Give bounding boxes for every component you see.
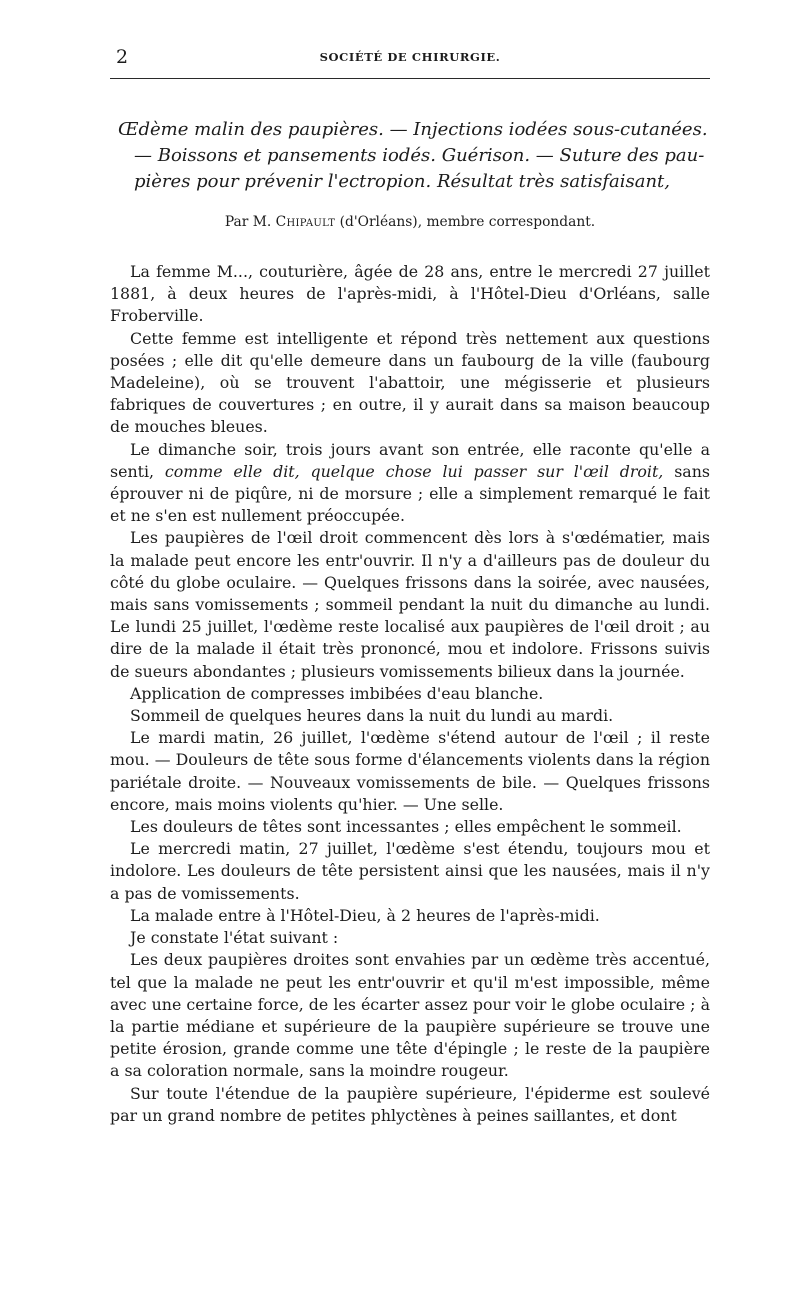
- paragraph: Cette femme est intelligente et répond très nettement aux questions posées ; elle dit qu'elle demeure dans un faubourg de la ville (faubourg Madeleine), où se trouvent l'abattoir, une mégisserie et plusieurs fabriques de couvertures ; en outre, il y aurait dans sa maison beaucoup de mouches bleues.: [110, 328, 710, 437]
- paragraph: Les douleurs de têtes sont incessantes ; elles empêchent le sommeil.: [130, 817, 682, 837]
- body-text: [110, 261, 710, 1127]
- journal-name: SOCIÉTÉ DE CHIRURGIE.: [319, 50, 501, 64]
- paragraph-text: sans éprouver ni de piqûre, ni de morsure ; elle a simplement remarqué le fait et ne s'en est nullement préoccupée.: [110, 461, 710, 526]
- author-name: Chipault: [275, 214, 336, 230]
- paragraph: Les paupières de l'œil droit commencent dès lors à s'œdématier, mais la malade peut encore les entr'ouvrir. Il n'y a d'ailleurs pas de douleur du côté du globe oculaire. — Quelques frissons dans la soirée, avec nausées, mais sans vomissements ; sommeil pendant la nuit du dimanche au lundi. Le lundi 25 juillet, l'œdème reste localisé aux paupières de l'œil droit ; au dire de la malade il était très prononcé, mou et indolore. Frissons suivis de sueurs abondantes ; plusieurs vomissements bilieux dans la journée.: [110, 528, 710, 681]
- title-line-1: Œdème malin des paupières. — Injections iodées sous-cutanées.: [118, 119, 708, 140]
- header-rule: [110, 78, 710, 79]
- paragraph: Le mardi matin, 26 juillet, l'œdème s'étend autour de l'œil ; il reste mou. — Douleurs de tête sous forme d'élancements violents dans la région pariétale droite. — Nouveaux vomissements de bile. — Quelques frissons encore, mais moins violents qu'hier. — Une selle.: [110, 728, 710, 814]
- paragraph: Les deux paupières droites sont envahies par un œdème très accentué, tel que la malade ne peut les entr'ouvrir et qu'il m'est impossible, même avec une certaine force, de les écarter assez pour voir le globe oculaire ; à la partie médiane et supérieure de la paupière supérieure se trouve une petite érosion, grande comme une tête d'épingle ; le reste de la paupière a sa coloration normale, sans la moindre rougeur.: [110, 950, 710, 1081]
- paragraph: [110, 439, 710, 528]
- italic-quote: comme elle dit, quelque chose lui passer sur l'œil droit,: [164, 461, 664, 481]
- paragraph: Sommeil de quelques heures dans la nuit du lundi au mardi.: [130, 706, 614, 726]
- paragraph-text: Le dimanche soir, trois jours avant son entrée, elle raconte qu'elle a senti,: [110, 439, 710, 481]
- author-affiliation: (d'Orléans), membre correspondant.: [339, 214, 596, 230]
- paragraph: Sur toute l'étendue de la paupière supérieure, l'épiderme est soulevé par un grand nombre de petites phlyctènes à peines saillantes, et dont: [110, 1083, 710, 1125]
- running-head: [110, 46, 710, 70]
- paragraph: La femme M..., couturière, âgée de 28 ans, entre le mercredi 27 juillet 1881, à deux heures de l'après-midi, à l'Hôtel-Dieu d'Orléans, salle Froberville.: [110, 262, 710, 326]
- article-title: [110, 117, 710, 195]
- author-line: [110, 214, 710, 230]
- paragraph: Application de compresses imbibées d'eau blanche.: [130, 683, 544, 703]
- paragraph: Le mercredi matin, 27 juillet, l'œdème s'est étendu, toujours mou et indolore. Les douleurs de tête persistent ainsi que les nausées, mais il n'y a pas de vomissements.: [110, 839, 710, 903]
- title-line-3: pières pour prévenir l'ectropion. Résultat très satisfaisant,: [134, 171, 670, 192]
- paragraph: Je constate l'état suivant :: [130, 928, 339, 948]
- title-line-2: — Boissons et pansements iodés. Guérison. — Suture des pau-: [134, 145, 705, 166]
- author-prefix: Par M.: [224, 214, 272, 230]
- page-number: 2: [116, 46, 129, 68]
- paragraph: La malade entre à l'Hôtel-Dieu, à 2 heures de l'après-midi.: [130, 905, 600, 925]
